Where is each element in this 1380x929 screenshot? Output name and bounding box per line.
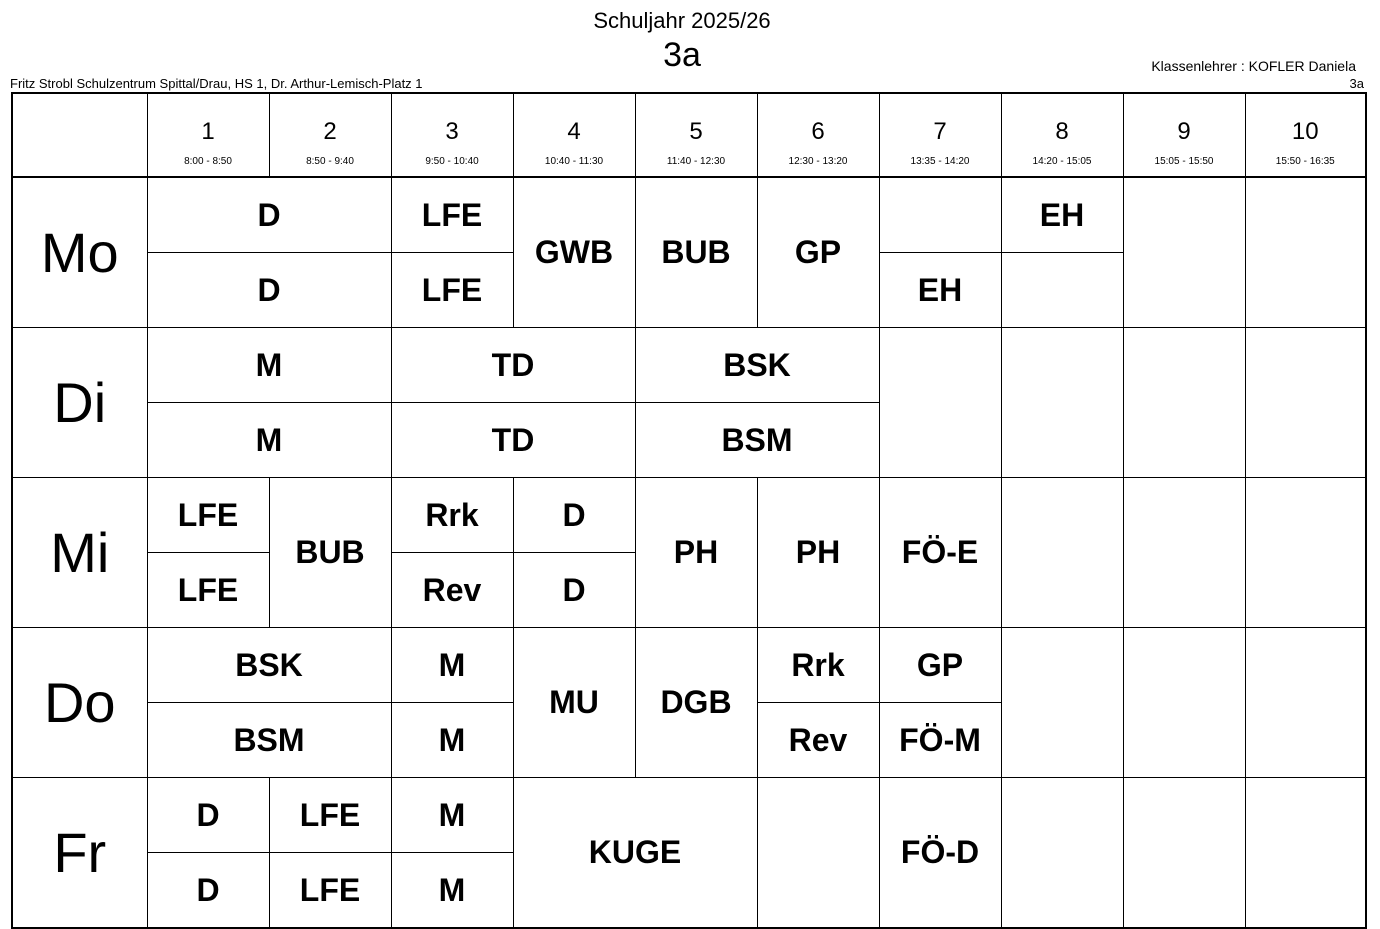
lesson-cell: D: [147, 778, 269, 853]
lesson-cell: PH: [635, 478, 757, 628]
lesson-cell: M: [147, 403, 391, 478]
period-header: [757, 93, 879, 177]
school-year-title: Schuljahr 2025/26: [593, 8, 771, 33]
empty-cell: [1001, 478, 1123, 628]
lesson-cell: M: [391, 628, 513, 703]
lesson-cell: Rev: [391, 553, 513, 628]
lesson-cell: Rrk: [757, 628, 879, 703]
lesson-cell: EH: [1001, 177, 1123, 253]
lesson-cell: FÖ-D: [879, 778, 1001, 929]
empty-cell: [879, 177, 1001, 253]
empty-cell: [1245, 628, 1366, 778]
lesson-cell: LFE: [269, 853, 391, 929]
class-label-small: 3a: [1349, 76, 1364, 91]
period-time: 11:40 - 12:30: [666, 155, 726, 167]
empty-cell: [1245, 478, 1366, 628]
lesson-cell: D: [147, 253, 391, 328]
lesson-cell: FÖ-M: [879, 703, 1001, 778]
period-header: [391, 93, 513, 177]
period-number: 8: [1055, 117, 1069, 145]
period-number: 5: [689, 117, 703, 145]
lesson-cell: BSM: [147, 703, 391, 778]
empty-cell: [1245, 778, 1366, 929]
lesson-cell: LFE: [391, 177, 513, 253]
day-row-fr: [12, 778, 1366, 853]
school-address: Fritz Strobl Schulzentrum Spittal/Drau, HS 1, Dr. Arthur-Lemisch-Platz 1: [10, 76, 423, 91]
lesson-cell: TD: [391, 403, 635, 478]
timetable: [11, 92, 1367, 929]
period-time: 12:30 - 13:20: [788, 155, 848, 167]
period-header-row: [12, 93, 1366, 177]
lesson-cell: BSM: [635, 403, 879, 478]
lesson-cell: GWB: [513, 177, 635, 328]
lesson-cell: LFE: [147, 478, 269, 553]
period-header: [513, 93, 635, 177]
lesson-cell: BSK: [635, 328, 879, 403]
empty-cell: [1123, 177, 1245, 328]
period-number: 7: [933, 117, 947, 145]
day-row-mo: [12, 177, 1366, 253]
empty-cell: [1123, 328, 1245, 478]
period-time: 15:50 - 16:35: [1275, 155, 1335, 167]
lesson-cell: KUGE: [513, 778, 757, 929]
empty-cell: [757, 778, 879, 929]
day-row-do: [12, 628, 1366, 703]
lesson-cell: MU: [513, 628, 635, 778]
period-header: [1001, 93, 1123, 177]
empty-cell: [1123, 628, 1245, 778]
lesson-cell: M: [147, 328, 391, 403]
class-teacher: Klassenlehrer : KOFLER Daniela: [1151, 58, 1356, 74]
corner-cell: [12, 93, 147, 177]
lesson-cell: BUB: [269, 478, 391, 628]
day-label: Mo: [12, 177, 147, 328]
lesson-cell: TD: [391, 328, 635, 403]
empty-cell: [1123, 778, 1245, 929]
period-time: 10:40 - 11:30: [544, 155, 604, 167]
period-number: 1: [201, 117, 215, 145]
period-time: 14:20 - 15:05: [1032, 155, 1092, 167]
period-number: 9: [1177, 117, 1191, 145]
lesson-cell: LFE: [269, 778, 391, 853]
lesson-cell: PH: [757, 478, 879, 628]
lesson-cell: M: [391, 778, 513, 853]
period-time: 15:05 - 15:50: [1154, 155, 1214, 167]
lesson-cell: D: [147, 177, 391, 253]
day-label: Do: [12, 628, 147, 778]
period-number: 2: [323, 117, 337, 145]
empty-cell: [1245, 177, 1366, 328]
lesson-cell: BUB: [635, 177, 757, 328]
lesson-cell: BSK: [147, 628, 391, 703]
lesson-cell: LFE: [147, 553, 269, 628]
lesson-cell: D: [513, 553, 635, 628]
period-header: [1123, 93, 1245, 177]
lesson-cell: GP: [757, 177, 879, 328]
period-time: 13:35 - 14:20: [910, 155, 970, 167]
day-label: Di: [12, 328, 147, 478]
period-header: [147, 93, 269, 177]
empty-cell: [1245, 328, 1366, 478]
period-number: 3: [445, 117, 459, 145]
lesson-cell: GP: [879, 628, 1001, 703]
period-time: 9:50 - 10:40: [425, 155, 479, 167]
day-row-di: [12, 328, 1366, 403]
period-header: [635, 93, 757, 177]
lesson-cell: D: [147, 853, 269, 929]
empty-cell: [1001, 253, 1123, 328]
empty-cell: [1001, 628, 1123, 778]
empty-cell: [1001, 328, 1123, 478]
class-title: 3a: [663, 36, 701, 74]
lesson-cell: M: [391, 853, 513, 929]
period-header: [269, 93, 391, 177]
day-row-mi: [12, 478, 1366, 553]
lesson-cell: FÖ-E: [879, 478, 1001, 628]
period-time: 8:00 - 8:50: [184, 155, 232, 167]
lesson-cell: Rev: [757, 703, 879, 778]
period-time: 8:50 - 9:40: [306, 155, 354, 167]
lesson-cell: LFE: [391, 253, 513, 328]
period-header: [1245, 93, 1366, 177]
period-number: 4: [567, 117, 581, 145]
lesson-cell: D: [513, 478, 635, 553]
lesson-cell: M: [391, 703, 513, 778]
lesson-cell: Rrk: [391, 478, 513, 553]
lesson-cell: DGB: [635, 628, 757, 778]
period-header: [879, 93, 1001, 177]
lesson-cell: EH: [879, 253, 1001, 328]
empty-cell: [879, 328, 1001, 478]
empty-cell: [1001, 778, 1123, 929]
period-number: 6: [811, 117, 825, 145]
day-label: Fr: [12, 778, 147, 929]
period-number: 10: [1291, 117, 1319, 145]
day-label: Mi: [12, 478, 147, 628]
empty-cell: [1123, 478, 1245, 628]
